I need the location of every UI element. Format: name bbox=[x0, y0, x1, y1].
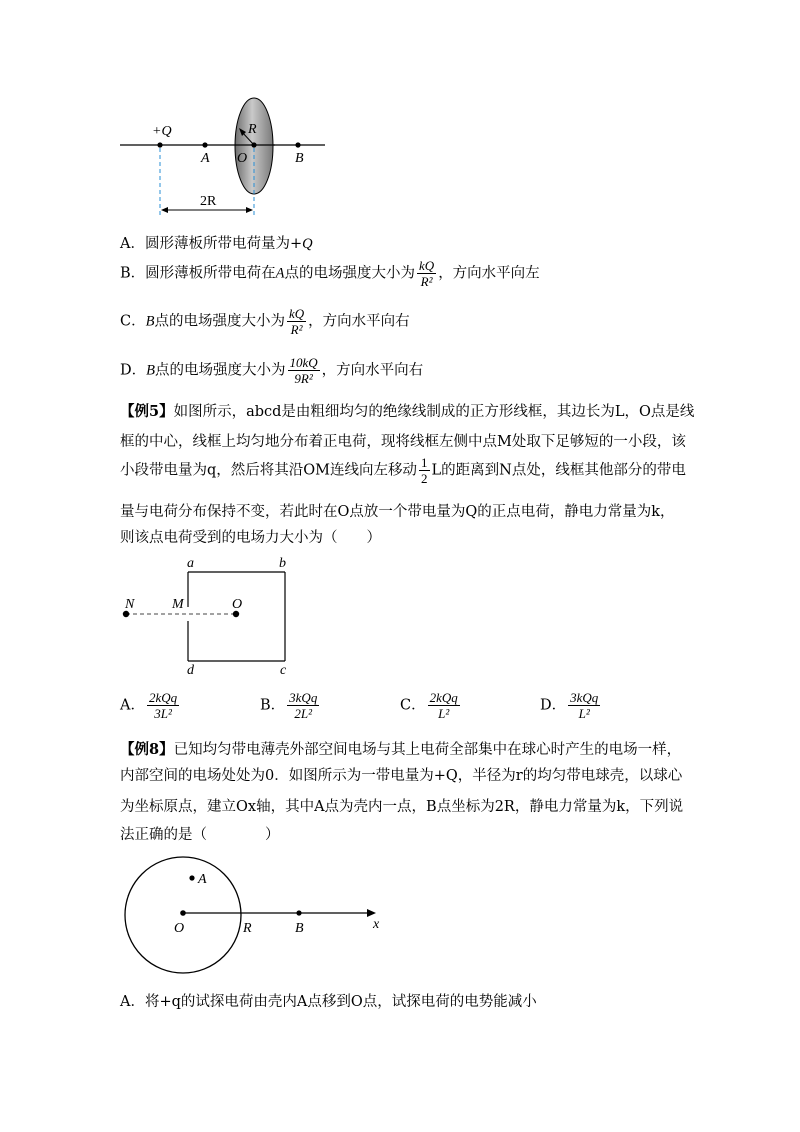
fraction: $\frac{10kQ}{\text{9R²}}$ bbox=[289, 355, 318, 386]
option-var: B bbox=[145, 313, 155, 330]
option-text: 点的电场强度大小为 bbox=[154, 313, 285, 330]
option-text: D． bbox=[120, 362, 147, 379]
example-tag: 【例8】 bbox=[120, 741, 174, 758]
fraction: $\frac{\text{2kQq}}{\text{3L²}}$ bbox=[148, 690, 178, 721]
label-2R: 2R bbox=[200, 194, 217, 209]
ex5-option-D bbox=[540, 690, 602, 721]
label-a: a bbox=[187, 556, 194, 571]
figure-shell-axis bbox=[118, 850, 398, 985]
fraction: $\frac{kQ}{\text{R²}}$ bbox=[419, 258, 435, 289]
ex5-line-2 bbox=[120, 430, 686, 451]
dim-arrowhead-right bbox=[246, 207, 253, 213]
option-var: B bbox=[146, 362, 155, 379]
option-text: A．将+q的试探电荷由壳内A点移到O点，试探电荷的电势能减小 bbox=[120, 994, 537, 1010]
fraction: $\frac{\text{2kQq}}{\text{L²}}$ bbox=[429, 690, 458, 721]
ex5-line-1 bbox=[120, 400, 694, 421]
option-text: ，方向水平向右 bbox=[321, 362, 424, 379]
point-B bbox=[295, 142, 300, 147]
label-R-shell: R bbox=[243, 921, 252, 936]
dim-arrowhead-left bbox=[161, 207, 168, 213]
question-text: 内部空间的电场处处为0．如图所示为一带电量为+Q，半径为r的均匀带电球壳，以球心 bbox=[120, 768, 683, 784]
option-var: A bbox=[275, 265, 285, 282]
question-text: 小段带电量为q，然后将其沿OM连线向左移动 bbox=[120, 462, 418, 479]
ex5-line-3 bbox=[120, 455, 686, 486]
question-text: 已知均匀带电薄壳外部空间电场与其上电荷全部集中在球心时产生的电场一样， bbox=[173, 742, 682, 758]
fraction: $\frac{\text{3kQq}}{\text{L²}}$ bbox=[570, 690, 599, 721]
ex8-line-4 bbox=[120, 823, 280, 844]
ex5-option-B bbox=[260, 690, 321, 721]
option-letter: C． bbox=[400, 697, 426, 714]
label-O-shell: O bbox=[174, 921, 185, 936]
label-A: A bbox=[201, 151, 210, 166]
option-text: 点的电场强度大小为 bbox=[284, 265, 416, 282]
option-var: Q bbox=[302, 236, 313, 252]
option-A-q4 bbox=[120, 232, 313, 253]
point-plusQ bbox=[157, 142, 162, 147]
option-letter: B． bbox=[260, 697, 286, 714]
ex5-option-C bbox=[400, 690, 462, 721]
label-B-shell: B bbox=[295, 921, 304, 936]
label-plusQ: +Q bbox=[152, 124, 172, 139]
x-axis-arrowhead bbox=[367, 909, 376, 917]
option-text: ，方向水平向左 bbox=[438, 265, 540, 282]
question-text: 法正确的是（ ） bbox=[120, 827, 280, 843]
ex5-line-5 bbox=[120, 526, 381, 547]
label-A-shell: A bbox=[198, 872, 207, 887]
question-text: 量与电荷分布保持不变，若此时在O点放一个带电量为Q的正点电荷，静电力常量为k， bbox=[120, 504, 675, 520]
fraction: $\frac{kQ}{\text{R²}}$ bbox=[288, 306, 305, 337]
label-O: O bbox=[237, 151, 248, 166]
ex5-line-4 bbox=[120, 500, 675, 521]
ex8-line-2 bbox=[120, 764, 682, 785]
option-text: 点的电场强度大小为 bbox=[155, 362, 286, 379]
fraction-half: $\frac{1}{2}$ bbox=[421, 455, 428, 486]
option-text: ，方向水平向右 bbox=[308, 313, 410, 330]
ex8-line-3 bbox=[120, 795, 683, 816]
point-O-shell bbox=[180, 910, 186, 916]
option-C-q4 bbox=[120, 306, 410, 337]
option-letter: A． bbox=[120, 697, 145, 714]
option-text: C． bbox=[120, 313, 146, 330]
label-R: R bbox=[248, 122, 257, 137]
label-x: x bbox=[373, 917, 380, 932]
point-A bbox=[202, 142, 207, 147]
label-c: c bbox=[280, 663, 287, 678]
question-text: 则该点电荷受到的电场力大小为（ ） bbox=[120, 530, 381, 546]
label-d: d bbox=[187, 663, 194, 678]
figure-disc-charge bbox=[115, 90, 335, 220]
ex5-option-A bbox=[120, 690, 181, 721]
option-D-q4 bbox=[120, 355, 423, 386]
point-A-shell bbox=[189, 875, 194, 880]
ex8-line-1 bbox=[120, 738, 681, 759]
option-letter: D． bbox=[540, 697, 567, 714]
question-text: 为坐标原点，建立Ox轴，其中A点为壳内一点，B点坐标为2R，静电力常量为k，下列说 bbox=[120, 799, 684, 815]
question-text: L的距离到N点处，线框其他部分的带电 bbox=[431, 462, 686, 479]
example-tag: 【例5】 bbox=[120, 403, 174, 420]
point-O bbox=[251, 142, 256, 147]
ex8-option-A bbox=[120, 990, 537, 1011]
figure-square-frame bbox=[115, 555, 305, 680]
label-M: M bbox=[172, 597, 184, 612]
question-text: 如图所示，abcd是由粗细均匀的绝缘线制成的正方形线框，其边长为L，O点是线 bbox=[173, 404, 695, 420]
question-text: 框的中心，线框上均匀地分布着正电荷，现将线框左侧中点M处取下足够短的一小段，该 bbox=[120, 434, 686, 450]
fraction: $\frac{\text{3kQq}}{\text{2L²}}$ bbox=[289, 690, 318, 721]
label-B: B bbox=[295, 151, 304, 166]
option-text: B．圆形薄板所带电荷在 bbox=[120, 265, 276, 282]
label-O-frame: O bbox=[232, 597, 243, 612]
option-B-q4 bbox=[120, 258, 540, 289]
label-N: N bbox=[125, 597, 135, 612]
label-b: b bbox=[279, 556, 286, 571]
option-text: A．圆形薄板所带电荷量为+ bbox=[120, 236, 303, 252]
point-B-shell bbox=[296, 910, 301, 915]
